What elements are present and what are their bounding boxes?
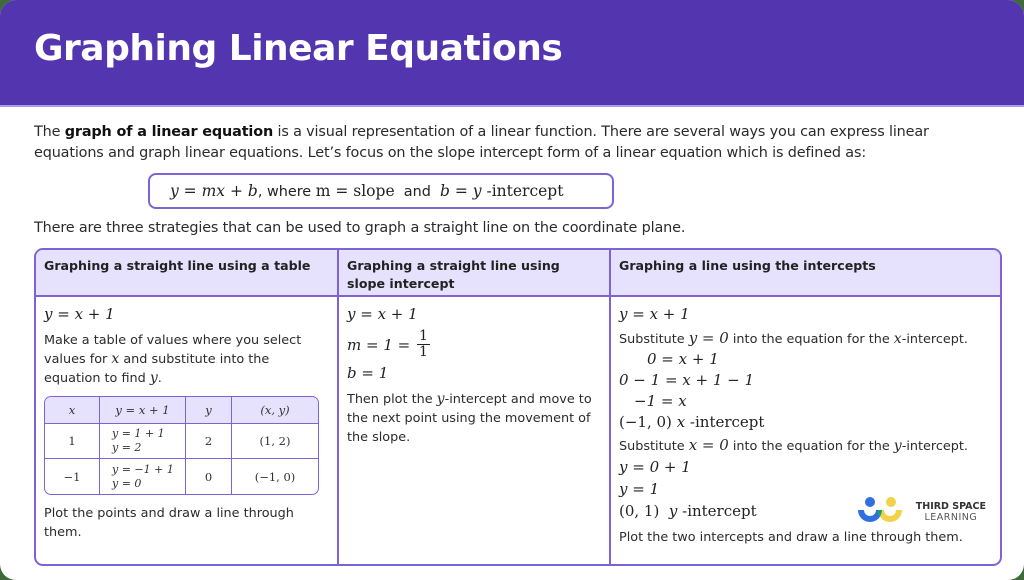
- cell-x: −1: [45, 459, 100, 494]
- equation: y = x + 1: [347, 305, 418, 323]
- var-x: x: [893, 331, 902, 347]
- var-y: y: [149, 370, 158, 386]
- header-point: (x, y): [232, 397, 318, 424]
- work-line: y = 0: [112, 476, 142, 490]
- text: .: [157, 371, 162, 386]
- slope-intercept-formula-box: [148, 173, 614, 209]
- math: y = 0: [688, 329, 729, 347]
- table-of-values: [44, 396, 319, 495]
- equation: y = x + 1: [44, 305, 115, 323]
- intercepts-conclusion: Plot the two intercepts and draw a line through them.: [619, 530, 963, 545]
- title-banner: [0, 0, 1024, 107]
- intro-paragraph: [34, 122, 994, 164]
- cell-point: (1, 2): [232, 424, 318, 459]
- formula-equation: y = mx + b: [170, 182, 258, 200]
- y-step: y = 0 + 1: [619, 458, 691, 476]
- math: x = 0: [688, 436, 729, 454]
- table-instruction: [44, 331, 329, 388]
- text: Substitute: [619, 332, 689, 347]
- cell-y: 0: [186, 459, 232, 494]
- formula-where: , where: [257, 184, 316, 200]
- column-slope-intercept-method: [339, 297, 611, 564]
- var-y: y: [893, 438, 902, 454]
- text: Substitute: [619, 439, 689, 454]
- work-line: y = 2: [112, 441, 142, 454]
- cell-point: (−1, 0): [254, 469, 296, 484]
- intro-bold-term: graph of a linear equation: [64, 124, 274, 140]
- header-x: x: [45, 397, 100, 424]
- header-y: y: [186, 397, 232, 424]
- point: (0, 1): [619, 502, 660, 520]
- text: Then plot the: [347, 392, 437, 407]
- table-conclusion: Plot the points and draw a line through them.: [44, 506, 294, 540]
- y-step: y = 1: [619, 480, 660, 498]
- strategies-text: There are three strategies that can be used to graph a straight line on the coordinate plane.: [34, 220, 686, 236]
- header-equation: y = x + 1: [100, 397, 186, 424]
- equation: y = x + 1: [619, 305, 690, 323]
- page-title: Graphing Linear Equations: [34, 28, 563, 69]
- denominator: 1: [418, 344, 428, 360]
- cell-y: 2: [186, 424, 232, 459]
- y-intercept-instruction: [619, 436, 992, 456]
- text: Make a table of values where you select values for: [44, 333, 302, 367]
- logo-line2: LEARNING: [924, 512, 978, 523]
- var-x: x: [111, 351, 120, 367]
- intercept-line: b = 1: [347, 364, 389, 382]
- numerator: 1: [418, 328, 428, 344]
- x-step: 0 = x + 1: [647, 350, 719, 368]
- formula-b-suffix: -intercept: [481, 182, 564, 200]
- formula-m-def: m = slope: [315, 182, 395, 200]
- table-row: [45, 459, 318, 494]
- work-line: y = −1 + 1: [112, 462, 174, 476]
- text: into the equation for the: [728, 332, 894, 347]
- table-row: [45, 424, 318, 459]
- x-step: 0 − 1 = x + 1 − 1: [619, 371, 755, 389]
- formula-b-prefix: b =: [440, 182, 473, 200]
- label: -intercept: [685, 413, 765, 431]
- point: (−1, 0): [619, 413, 672, 431]
- var-y: y: [436, 391, 445, 407]
- intro-prefix: The: [34, 124, 65, 140]
- var: x: [676, 413, 686, 431]
- var: y: [668, 502, 678, 520]
- slope-fraction: [417, 329, 430, 360]
- strategies-grid: [34, 248, 1002, 566]
- x-step: −1 = x: [634, 392, 687, 410]
- label: -intercept: [677, 502, 757, 520]
- column-table-method: [36, 297, 339, 564]
- column-header-slope-intercept: Graphing a straight line using slope intercept: [339, 250, 611, 297]
- work-line: y = 1 + 1: [112, 427, 165, 440]
- third-space-learning-logo: [856, 496, 986, 528]
- column-header-intercepts: Graphing a line using the intercepts: [611, 250, 1000, 297]
- formula-b-var: y: [472, 182, 482, 200]
- x-intercept-instruction: [619, 329, 992, 349]
- slope-instruction: [347, 390, 601, 447]
- logo-mark-icon: [856, 496, 906, 528]
- text: -intercept.: [901, 332, 968, 347]
- cell-work: [100, 459, 186, 494]
- logo-line1: THIRD SPACE: [915, 501, 986, 512]
- logo-text: [916, 501, 986, 523]
- formula-and: and: [394, 184, 440, 200]
- intro-rest: is a visual representation of a linear function. There are several ways you can express linear equations and graph linear equations. Let’s focus on the slope intercept form of a linear equation which is defined as:: [34, 124, 929, 161]
- text: -intercept and move to the next point using the movement of the slope.: [347, 392, 592, 445]
- x-intercept-result: [619, 412, 992, 433]
- text: into the equation for the: [728, 439, 894, 454]
- text: and substitute into the equation to find: [44, 352, 270, 386]
- column-header-table: Graphing a straight line using a table: [36, 250, 339, 297]
- cell-work: [100, 424, 186, 459]
- slope-text: m = 1 =: [347, 335, 415, 354]
- text: -intercept.: [901, 439, 968, 454]
- slope-line: [347, 329, 601, 360]
- cell-x: 1: [45, 424, 100, 459]
- column-intercepts-method: [611, 297, 1000, 564]
